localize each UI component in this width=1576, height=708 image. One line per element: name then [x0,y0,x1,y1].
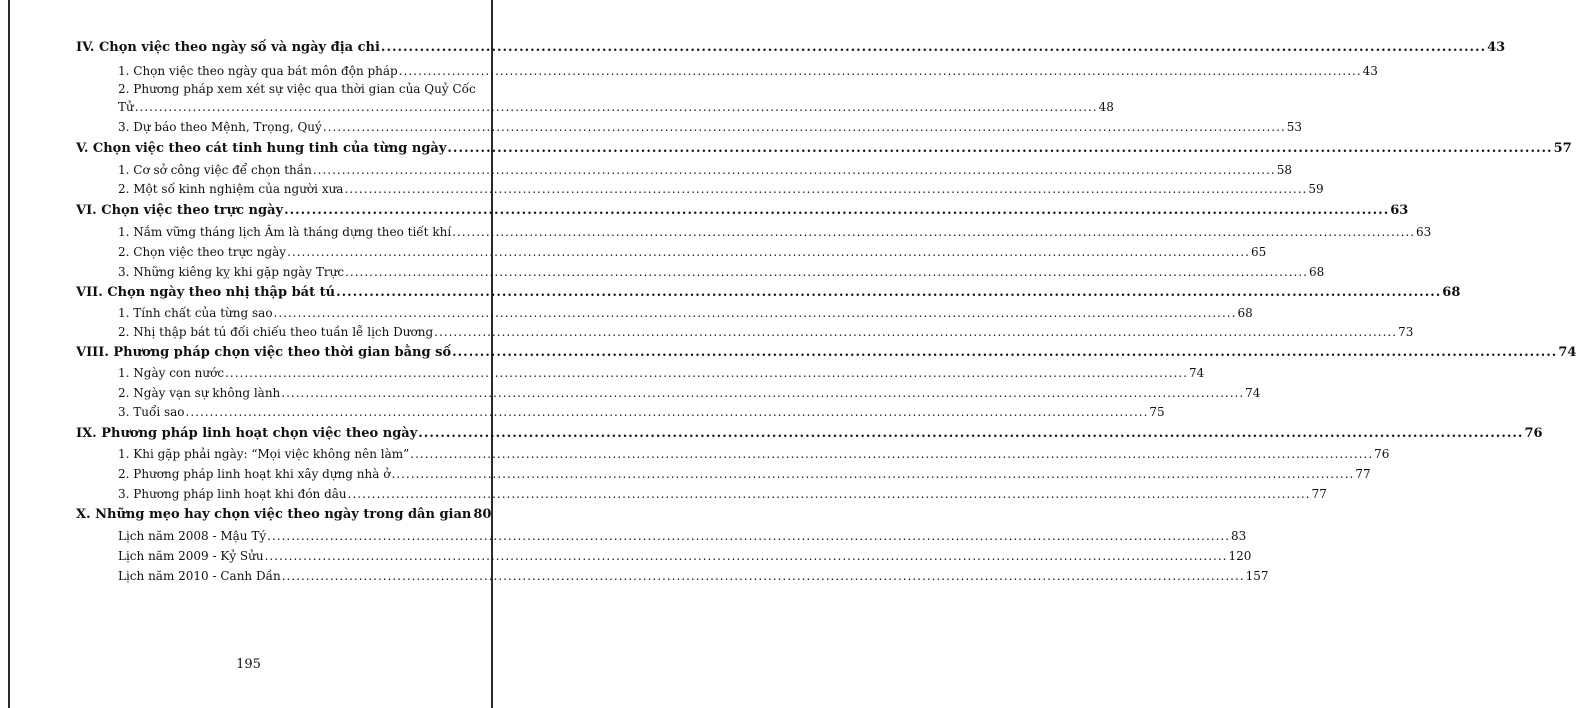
toc-leader [287,245,1250,259]
toc-title: V. Chọn việc theo cát tinh hung tinh của từng ngày [76,141,447,156]
toc-leader [399,64,1362,78]
toc-page: 65 [1250,245,1267,259]
toc-section [76,141,1572,156]
toc-title: 2. Phương pháp linh hoạt khi xây dựng nhà ở [118,467,391,481]
toc-title: 2. Nhị thập bát tú đối chiếu theo tuần lễ lịch Dương [118,325,434,339]
toc-page: 76 [1374,447,1390,461]
toc-subsection [118,182,1324,196]
toc-title: 1. Tính chất của từng sao [118,306,273,320]
toc-leader [452,225,1415,239]
toc-page: 43 [1487,40,1506,55]
toc-leader [282,569,1245,583]
toc-title: 3. Dự báo theo Mệnh, Trọng, Quý [118,120,322,134]
toc-subsection [118,120,1302,134]
toc-leader [344,182,1307,196]
toc-page: 63 [1390,203,1409,218]
toc-page: 77 [1355,467,1371,481]
toc-leader [135,100,1098,114]
toc-title: Tử [118,100,134,114]
toc-section [76,285,1461,300]
toc-title: 1. Ngày con nước [118,366,225,380]
toc-title: 1. Nắm vững tháng lịch Âm là tháng dựng theo tiết khí [118,225,452,239]
toc-subsection [118,366,1205,380]
toc-leader [267,529,1230,543]
toc-title: X. Những mẹo hay chọn việc theo ngày trong dân gian [76,507,472,522]
toc-page: 74 [1188,366,1205,380]
toc-subsection [118,447,1390,461]
toc-subsection [118,405,1165,419]
toc-section [76,345,1576,360]
toc-page: 74 [1245,386,1261,400]
toc-page: 75 [1149,405,1165,419]
toc-page: 68 [1442,285,1461,300]
toc-subsection [118,64,1378,78]
toc-page: 68 [1237,306,1253,320]
toc-title: 2. Một số kinh nghiệm của người xưa [118,182,344,196]
toc-leader [447,141,1552,156]
toc-title: VII. Chọn ngày theo nhị thập bát tú [76,285,336,300]
toc-subsection [118,386,1261,400]
toc-title: 2. Phương pháp xem xét sự việc qua thời gian của Quỷ Cốc [118,82,476,96]
toc-subsection [118,306,1253,320]
toc-leader [225,366,1188,380]
toc-title: 3. Tuổi sao [118,405,185,419]
toc-calendar-entry [118,569,1269,583]
toc-title: Lịch năm 2010 - Canh Dần [118,569,281,583]
toc-subsection [118,163,1293,177]
toc-title: 2. Chọn việc theo trực ngày [118,245,287,259]
toc-title: 3. Phương pháp linh hoạt khi đón dâu [118,487,347,501]
toc-leader [284,203,1389,218]
toc-section [76,203,1409,218]
toc-title: VI. Chọn việc theo trực ngày [76,203,284,218]
toc-title: Lịch năm 2008 - Mậu Tý [118,529,267,543]
toc-leader [381,40,1486,55]
toc-page: 83 [1231,529,1247,543]
toc-leader [323,120,1286,134]
toc-title: IX. Phương pháp linh hoạt chọn việc theo ngày [76,426,418,441]
toc-subsection-continued [118,100,1114,114]
toc-page: 63 [1416,225,1432,239]
toc-title: 1. Chọn việc theo ngày qua bát môn độn pháp [118,64,398,78]
toc-leader [434,325,1397,339]
toc-page: 48 [1098,100,1114,114]
toc-subsection [118,325,1414,339]
toc-subsection [118,82,480,96]
toc-section [76,507,492,522]
toc-leader [274,306,1237,320]
toc-title: 2. Ngày vạn sự không lành [118,386,281,400]
toc-leader [345,265,1308,279]
toc-leader [452,345,1557,360]
toc-leader [410,447,1373,461]
toc-page: 80 [473,507,492,522]
toc-subsection [118,467,1371,481]
toc-page: 58 [1276,163,1293,177]
toc-page: 68 [1308,265,1325,279]
toc-title: Lịch năm 2009 - Kỷ Sửu [118,549,264,563]
toc-page: 73 [1398,325,1414,339]
toc-section [76,40,1506,55]
toc-title: 3. Những kiêng kỵ khi gặp ngày Trực [118,265,345,279]
toc-section [76,426,1543,441]
toc-page: 76 [1524,426,1543,441]
toc-leader [313,163,1276,177]
toc-leader [186,405,1149,419]
toc-page: 157 [1245,569,1269,583]
toc-calendar-entry [118,549,1252,563]
toc-title: 1. Khi gặp phải ngày: “Mọi việc không nên làm” [118,447,410,461]
toc-subsection [118,487,1327,501]
toc-title: VIII. Phương pháp chọn việc theo thời gian bằng số [76,345,452,360]
toc-page: 77 [1311,487,1327,501]
toc-leader [418,426,1523,441]
toc-calendar-entry [118,529,1247,543]
toc-leader [348,487,1311,501]
toc-leader [336,285,1441,300]
toc-page: 57 [1553,141,1572,156]
toc-title: IV. Chọn việc theo ngày số và ngày địa chi [76,40,380,55]
toc-page: 120 [1228,549,1252,563]
toc-leader [265,549,1228,563]
toc-page: 43 [1362,64,1378,78]
toc-leader [281,386,1244,400]
toc-subsection [118,225,1432,239]
page-number: 195 [236,657,261,672]
toc-leader [391,467,1354,481]
toc-page: 53 [1286,120,1302,134]
toc-subsection [118,265,1325,279]
toc-title: 1. Cơ sở công việc để chọn thần [118,163,312,177]
toc-page: 74 [1558,345,1576,360]
toc-page: 59 [1308,182,1324,196]
toc-subsection [118,245,1267,259]
